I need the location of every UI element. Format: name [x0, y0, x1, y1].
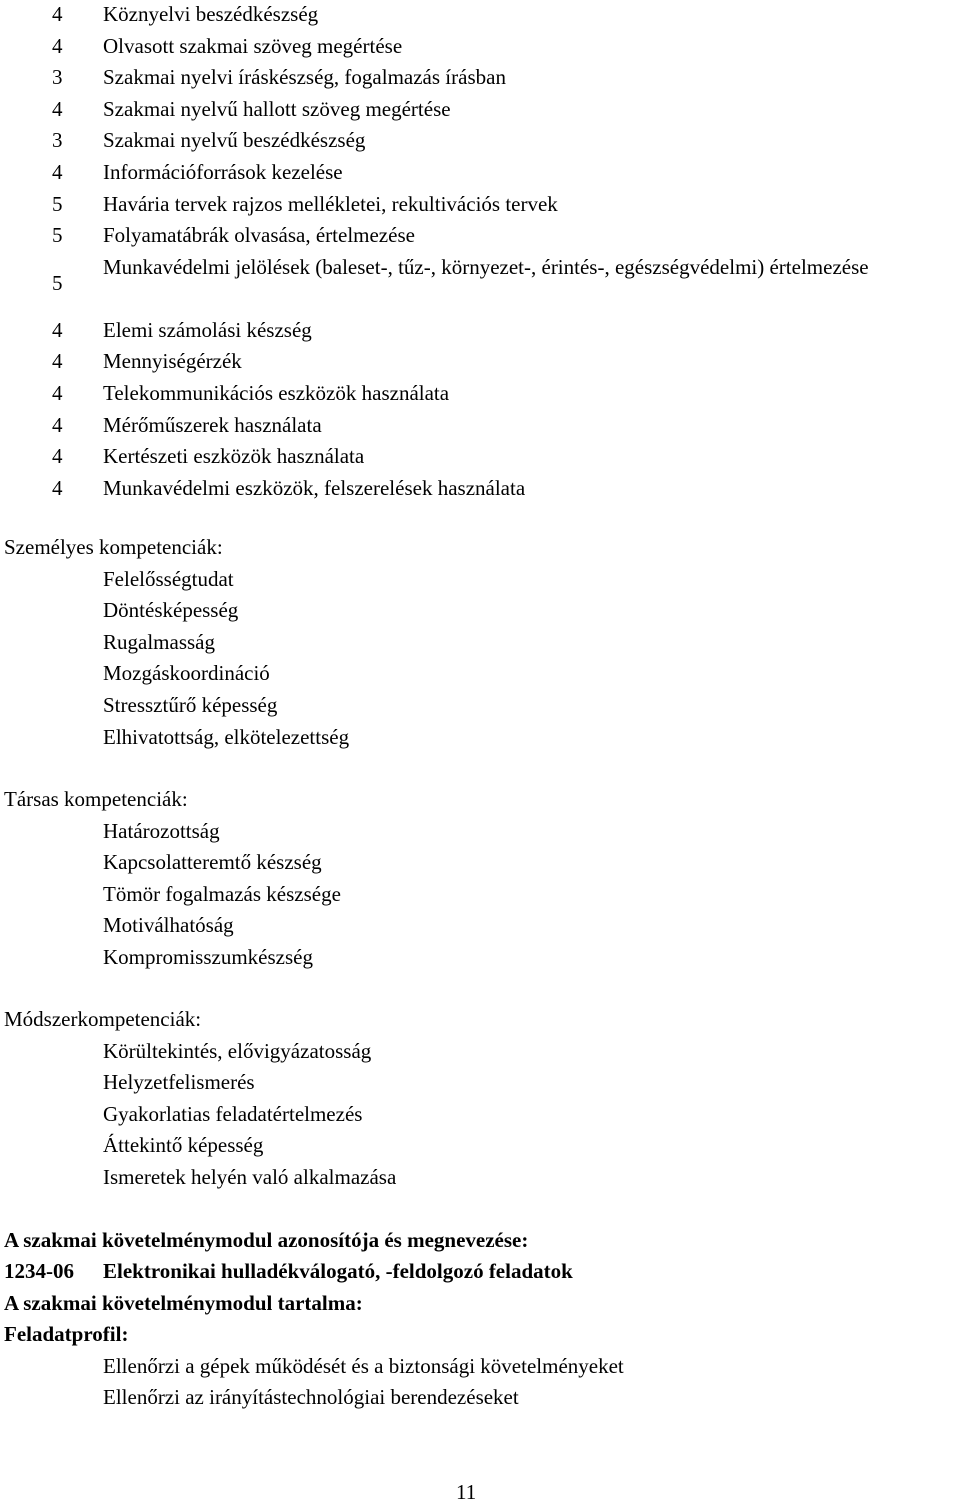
- skill-text: Havária tervek rajzos mellékletei, rekultivációs tervek: [103, 191, 558, 216]
- skill-row: [0, 62, 960, 94]
- skill-text: Szakmai nyelvű hallott szöveg megértése: [103, 96, 451, 121]
- module-code: 1234-06: [4, 1259, 74, 1283]
- list-item: Gyakorlatias feladatértelmezés: [103, 1101, 363, 1126]
- skill-text: Kertészeti eszközök használata: [103, 444, 365, 469]
- skill-level: 4: [52, 2, 63, 26]
- skill-level: 4: [52, 444, 63, 469]
- task-profile-heading: Feladatprofil:: [4, 1322, 129, 1346]
- list-item: Körültekintés, elővigyázatosság: [103, 1038, 372, 1063]
- skill-text: Szakmai nyelvi íráskészség, fogalmazás írásban: [103, 65, 506, 90]
- skill-row: [0, 252, 960, 315]
- skill-row: [0, 473, 960, 505]
- skill-level: 4: [52, 412, 63, 437]
- list-item: Kapcsolatteremtő készség: [103, 850, 322, 875]
- module-id-heading: A szakmai követelménymodul azonosítója és megnevezése:: [4, 1228, 529, 1252]
- list-item: Áttekintő képesség: [103, 1133, 264, 1158]
- skill-row: [0, 315, 960, 347]
- skill-text: Információforrások kezelése: [103, 159, 343, 184]
- social-competencies-section: [0, 784, 960, 974]
- section-title: Társas kompetenciák:: [4, 787, 188, 811]
- skill-level: 4: [52, 349, 63, 374]
- skill-text: Olvasott szakmai szöveg megértése: [103, 33, 403, 58]
- module-name: Elektronikai hulladékválogató, -feldolgozó feladatok: [103, 1259, 573, 1283]
- list-item: Motiválhatóság: [103, 913, 234, 938]
- list-item: Stressztűrő képesség: [103, 692, 278, 717]
- skill-text: Telekommunikációs eszközök használata: [103, 380, 450, 405]
- skill-row: [0, 441, 960, 473]
- skill-level: 3: [52, 128, 63, 153]
- skill-level: 4: [52, 475, 63, 500]
- list-item: Rugalmasság: [103, 629, 215, 654]
- list-item: Mozgáskoordináció: [103, 661, 270, 686]
- page-number: 11: [456, 1480, 477, 1504]
- list-item: Helyzetfelismerés: [103, 1070, 255, 1095]
- skill-level: 4: [52, 96, 63, 121]
- skill-text: Elemi számolási készség: [103, 317, 312, 342]
- section-title: Módszerkompetenciák:: [4, 1007, 202, 1031]
- skill-level: 3: [52, 65, 63, 90]
- skill-text: Munkavédelmi eszközök, felszerelések használata: [103, 475, 526, 500]
- list-item: Elhivatottság, elkötelezettség: [103, 724, 350, 749]
- skill-text: Munkavédelmi jelölések (baleset-, tűz-, környezet-, érintés-, egészségvédelmi) értelmezése: [103, 254, 869, 279]
- skill-level: 5: [52, 270, 63, 295]
- skill-level: 5: [52, 191, 63, 216]
- list-item: Tömör fogalmazás készsége: [103, 881, 341, 906]
- skill-level: 4: [52, 380, 63, 405]
- skill-text: Mérőműszerek használata: [103, 412, 322, 437]
- skill-level: 4: [52, 317, 63, 342]
- skill-row: [0, 189, 960, 221]
- method-competencies-section: [0, 1004, 960, 1194]
- skill-row: [0, 346, 960, 378]
- skill-text: Szakmai nyelvű beszédkészség: [103, 128, 366, 153]
- list-item: Ismeretek helyén való alkalmazása: [103, 1164, 397, 1189]
- skill-level-list: [0, 0, 960, 504]
- skill-level: 4: [52, 33, 63, 58]
- skill-row: [0, 94, 960, 126]
- skill-row: [0, 220, 960, 252]
- skill-text: Mennyiségérzék: [103, 349, 242, 374]
- task-item: Ellenőrzi az irányítástechnológiai berendezéseket: [103, 1385, 519, 1409]
- module-content-heading: A szakmai követelménymodul tartalma:: [4, 1291, 363, 1315]
- task-item: Ellenőrzi a gépek működését és a biztonsági követelményeket: [103, 1354, 624, 1378]
- list-item: Döntésképesség: [103, 598, 239, 623]
- list-item: Határozottság: [103, 818, 220, 843]
- skill-row: [0, 410, 960, 442]
- module-title: [4, 1256, 573, 1288]
- skill-row: [0, 378, 960, 410]
- skill-level: 5: [52, 223, 63, 248]
- personal-competencies-section: [0, 532, 960, 753]
- skill-row: [0, 157, 960, 189]
- skill-text: Folyamatábrák olvasása, értelmezése: [103, 223, 415, 248]
- skill-row: [0, 125, 960, 157]
- list-item: Kompromisszumkészség: [103, 944, 313, 969]
- list-item: Felelősségtudat: [103, 566, 234, 591]
- skill-row: [0, 31, 960, 63]
- skill-text: Köznyelvi beszédkészség: [103, 2, 319, 26]
- skill-level: 4: [52, 159, 63, 184]
- section-title: Személyes kompetenciák:: [4, 535, 223, 559]
- skill-row: [0, 0, 960, 31]
